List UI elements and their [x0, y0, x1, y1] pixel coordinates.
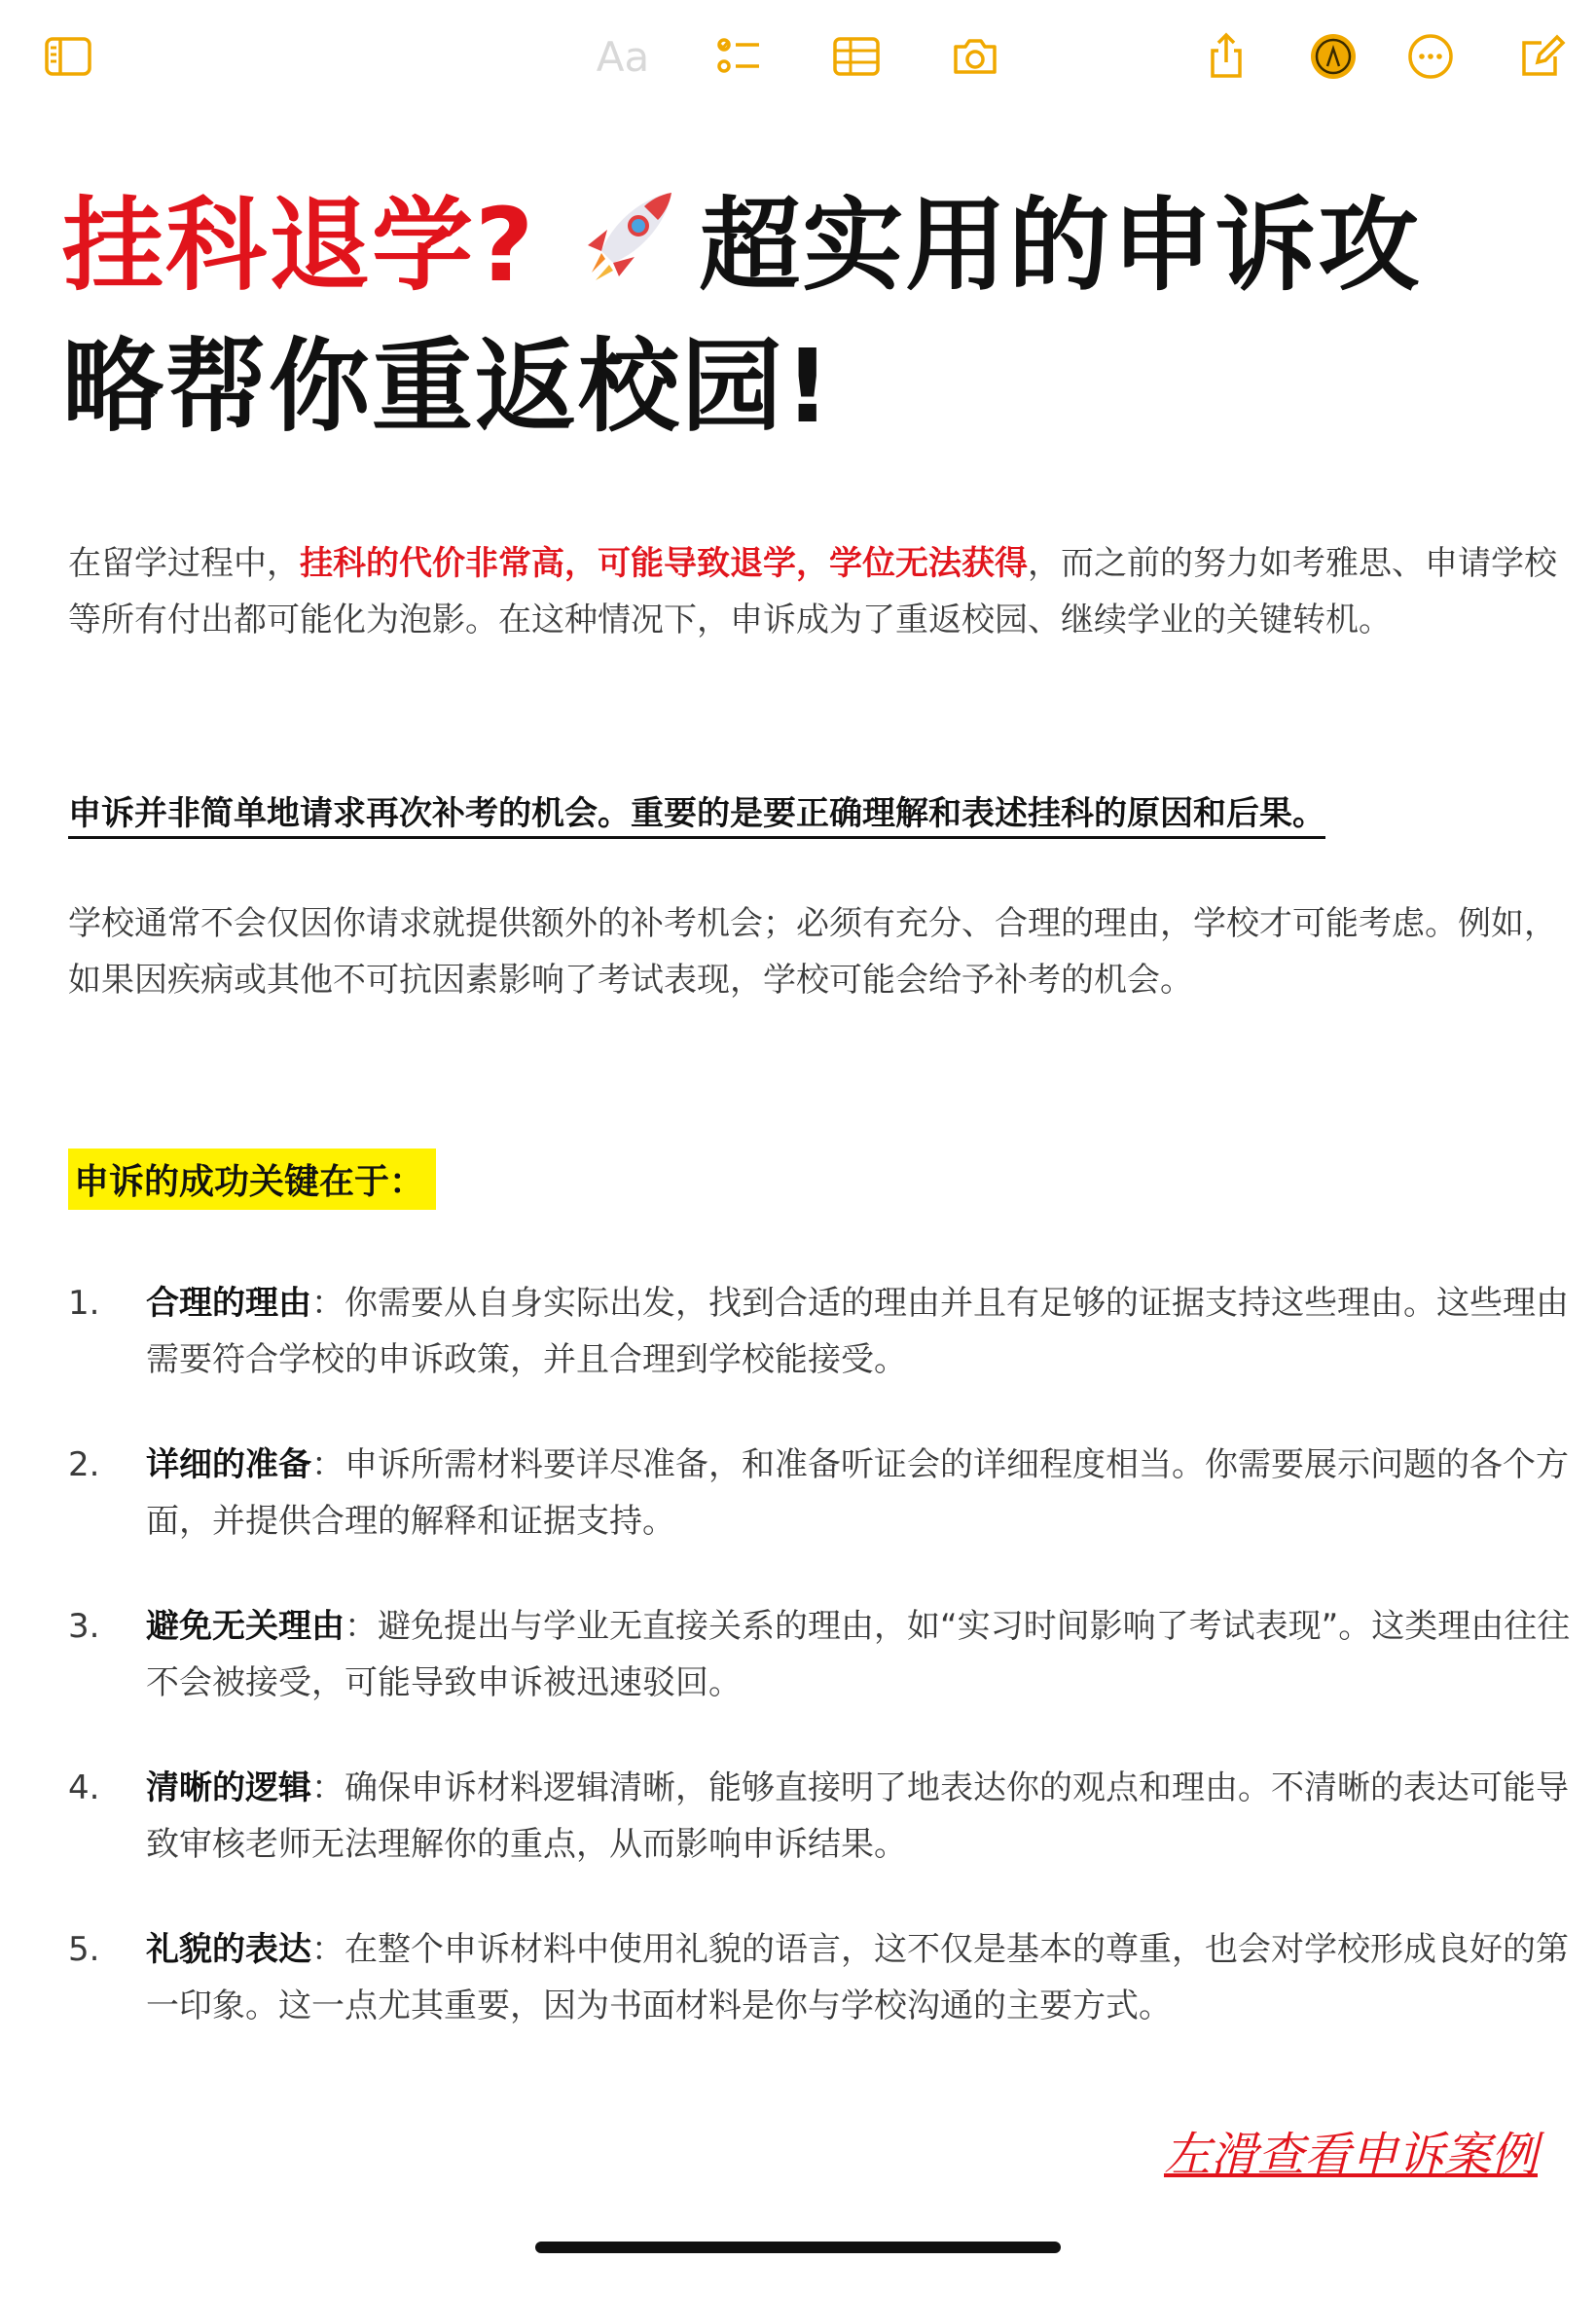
more-icon[interactable] [1403, 29, 1458, 84]
intro-rest: ，而之前的努力如考雅思、申请学校等所有付出都可能化为泡影。在这种情况下，申诉成为了重返校园、继续学业的关键转机。 [68, 544, 1557, 639]
list-item [68, 1437, 1577, 1598]
intro-lead: 在留学过程中， [68, 544, 300, 583]
title-black-2: 略帮你重返校园! [62, 327, 833, 446]
underlined-statement: 申诉并非简单地请求再次补考的机会。重要的是要正确理解和表述挂科的原因和后果。 [68, 786, 1325, 839]
list-number: 1. [68, 1284, 100, 1323]
list-item [68, 1598, 1577, 1760]
markup-icon[interactable] [1306, 29, 1360, 84]
list-number: 4. [68, 1768, 100, 1807]
intro-emphasis: 挂科的代价非常高，可能导致退学，学位无法获得 [300, 544, 1028, 583]
title-black-1: 超实用的申诉攻 [699, 186, 1422, 305]
list-item-title: 清晰的逻辑 [146, 1768, 311, 1807]
list-item-text: ：申诉所需材料要详尽准备，和准备听证会的详细程度相当。你需要展示问题的各个方面，并提供合理的解释和证据支持。 [146, 1445, 1569, 1541]
notes-toolbar [0, 0, 1596, 117]
compose-icon[interactable] [1514, 29, 1569, 84]
list-item-title: 避免无关理由 [146, 1607, 345, 1646]
list-item-text: ：你需要从自身实际出发，找到合适的理由并且有足够的证据支持这些理由。这些理由需要符合学校的申诉政策，并且合理到学校能接受。 [146, 1284, 1569, 1379]
share-icon[interactable] [1199, 29, 1253, 84]
list-number: 5. [68, 1930, 100, 1969]
list-number: 3. [68, 1607, 100, 1646]
note-page [29, 117, 1577, 2190]
format-icon[interactable]: Aa [596, 32, 650, 81]
title-red: 挂科退学? [62, 186, 536, 305]
table-icon[interactable] [829, 29, 884, 84]
list-item-text: ：在整个申诉材料中使用礼貌的语言，这不仅是基本的尊重，也会对学校形成良好的第一印象。这一点尤其重要，因为书面材料是你与学校沟通的主要方式。 [146, 1930, 1569, 2025]
intro-paragraph [68, 535, 1567, 648]
list-item-text: ：确保申诉材料逻辑清晰，能够直接明了地表达你的观点和理由。不清晰的表达可能导致审核老师无法理解你的重点，从而影响申诉结果。 [146, 1768, 1569, 1864]
home-indicator[interactable] [535, 2242, 1061, 2253]
list-item-text: ：避免提出与学业无直接关系的理由，如“实习时间影响了考试表现”。这类理由往往不会被接受，可能导致申诉被迅速驳回。 [146, 1607, 1571, 1702]
list-number: 2. [68, 1445, 100, 1484]
page-title [62, 175, 1542, 457]
list-item [68, 1921, 1577, 2083]
highlight-heading: 申诉的成功关键在于： [68, 1148, 436, 1210]
list-item [68, 1760, 1577, 1921]
sidebar-icon[interactable] [41, 29, 95, 84]
key-points-list [68, 1275, 1577, 2083]
list-item [68, 1275, 1577, 1437]
swipe-hint-link[interactable]: 左滑查看申诉案例 [1163, 2128, 1538, 2182]
list-item-title: 礼貌的表达 [146, 1930, 311, 1969]
checklist-icon[interactable] [712, 29, 767, 84]
paragraph-3: 学校通常不会仅因你请求就提供额外的补考机会；必须有充分、合理的理由，学校才可能考虑。例如，如果因疾病或其他不可抗因素影响了考试表现，学校可能会给予补考的机会。 [68, 904, 1557, 1000]
rocket-icon [574, 183, 681, 290]
list-item-title: 合理的理由 [146, 1284, 311, 1323]
list-item-title: 详细的准备 [146, 1445, 311, 1484]
camera-icon[interactable] [948, 29, 1002, 84]
